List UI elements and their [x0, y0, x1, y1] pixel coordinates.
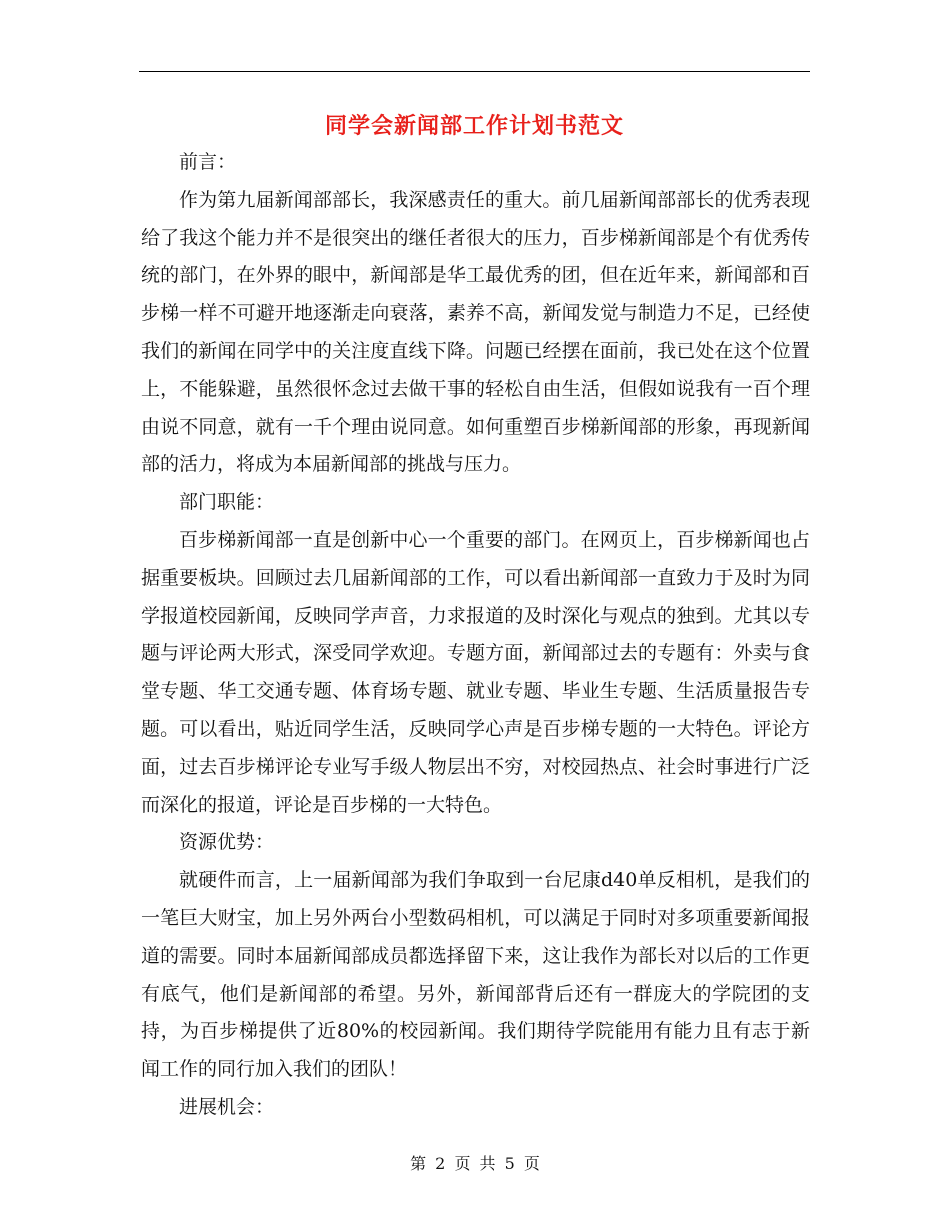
paragraph-functions: 百步梯新闻部一直是创新中心一个重要的部门。在网页上，百步梯新闻也占据重要板块。回顾过去几届新闻部的工作，可以看出新闻部一直致力于及时为同学报道校园新闻，反映同学声音，力求报道的及时深化与观点的独到。尤其以专题与评论两大形式，深受同学欢迎。专题方面，新闻部过去的专题有：外卖与食堂专题、华工交通专题、体育场专题、就业专题、毕业生专题、生活质量报告专题。可以看出，贴近同学生活，反映同学心声是百步梯专题的一大特色。评论方面，过去百步梯评论专业写手级人物层出不穷，对校园热点、社会时事进行广泛而深化的报道，评论是百步梯的一大特色。	[141, 528, 810, 816]
paragraph-resources: 就硬件而言，上一届新闻部为我们争取到一台尼康d40单反相机，是我们的一笔巨大财宝，加上另外两台小型数码相机，可以满足于同时对多项重要新闻报道的需要。同时本届新闻部成员都选择留下来，这让我作为部长对以后的工作更有底气，他们是新闻部的希望。另外，新闻部背后还有一群庞大的学院团的支持，为百步梯提供了近80%的校园新闻。我们期待学院能用有能力且有志于新闻工作的同行加入我们的团队！	[141, 869, 810, 1081]
paragraph-preface: 作为第九届新闻部部长，我深感责任的重大。前几届新闻部部长的优秀表现给了我这个能力并不是很突出的继任者很大的压力，百步梯新闻部是个有优秀传统的部门，在外界的眼中，新闻部是华工最优秀的团，但在近年来，新闻部和百步梯一样不可避开地逐渐走向衰落，素养不高，新闻发觉与制造力不足，已经使我们的新闻在同学中的关注度直线下降。问题已经摆在面前，我已处在这个位置上，不能躲避，虽然很怀念过去做干事的轻松自由生活，但假如说我有一百个理由说不同意，就有一千个理由说同意。如何重塑百步梯新闻部的形象，再现新闻部的活力，将成为本届新闻部的挑战与压力。	[141, 188, 810, 476]
page-number: 第 2 页 共 5 页	[410, 1154, 540, 1173]
document-body	[141, 144, 810, 1127]
section-heading-functions: 部门职能：	[179, 491, 275, 514]
header-rule	[139, 71, 810, 72]
section-heading-opportunities: 进展机会：	[179, 1095, 275, 1118]
section-heading-resources: 资源优势：	[179, 831, 275, 854]
document-title: 同学会新闻部工作计划书范文	[324, 113, 624, 139]
section-heading-preface: 前言：	[179, 151, 237, 173]
